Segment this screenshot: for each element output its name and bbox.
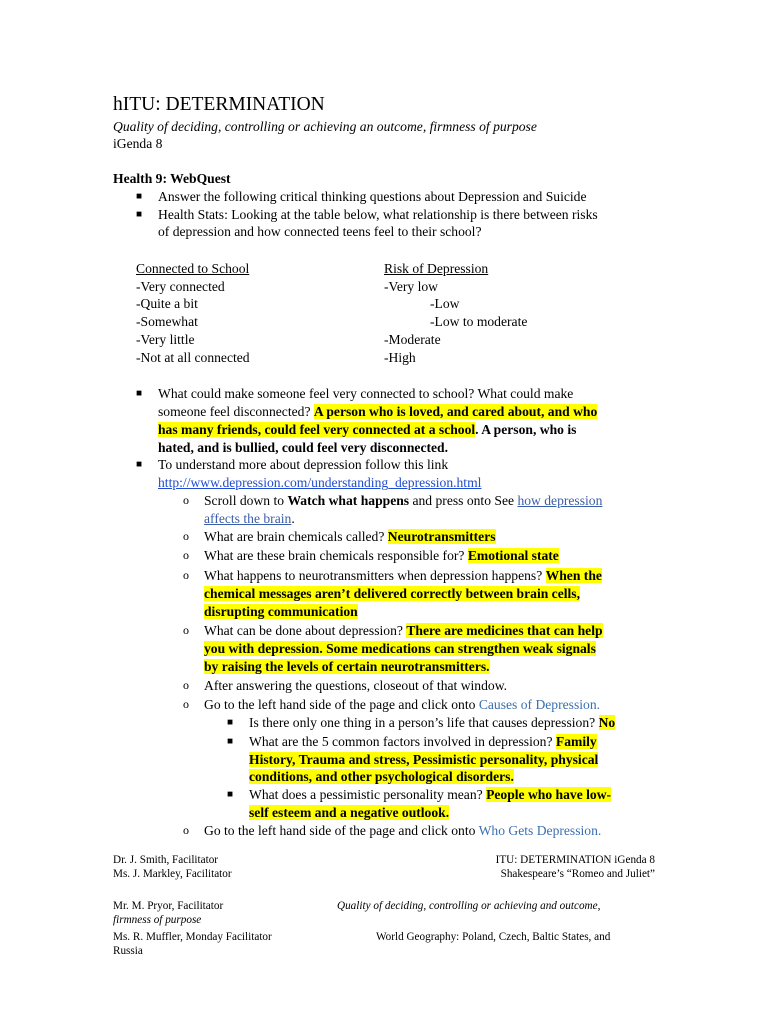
table-cell: -Quite a bit bbox=[136, 296, 198, 311]
answer-line bbox=[249, 768, 514, 786]
square-bullet-icon: ■ bbox=[227, 789, 234, 800]
answer-line bbox=[249, 751, 598, 769]
table-cell: -Very low bbox=[384, 279, 438, 294]
answer-highlight: has many friends, could feel very connected at a school bbox=[158, 422, 476, 437]
answer-line bbox=[249, 804, 449, 822]
footer-italic-text: Quality of deciding, controlling or achieving and outcome, bbox=[337, 900, 601, 912]
sub-item bbox=[204, 547, 559, 565]
question-line bbox=[158, 403, 597, 421]
sub-item-text: . bbox=[291, 511, 295, 526]
answer-highlight: Neurotransmitters bbox=[387, 529, 496, 544]
answer-highlight: No bbox=[598, 715, 616, 730]
table-cell: -Low bbox=[430, 296, 460, 311]
sub-item bbox=[204, 567, 602, 585]
agenda-label: iGenda 8 bbox=[113, 136, 163, 151]
answer-highlight: self esteem and a negative outlook. bbox=[249, 805, 450, 820]
table-header: Risk of Depression bbox=[384, 261, 489, 276]
sub-item bbox=[204, 822, 601, 840]
answer-highlight: chemical messages aren’t delivered correctly between brain cells, bbox=[204, 586, 580, 601]
sub-item-text: What happens to neurotransmitters when depression happens? bbox=[204, 568, 546, 583]
sub-item-text: What are the 5 common factors involved in depression? bbox=[249, 734, 556, 749]
answer-highlight: A person who is loved, and cared about, and who bbox=[313, 404, 598, 419]
sub-item bbox=[204, 622, 603, 640]
circle-bullet-icon: o bbox=[183, 529, 189, 543]
square-bullet-icon: ■ bbox=[136, 459, 143, 470]
circle-bullet-icon: o bbox=[183, 697, 189, 711]
bullet-text: Answer the following critical thinking questions about Depression and Suicide bbox=[158, 189, 587, 204]
sub-item bbox=[204, 696, 600, 714]
answer-highlight: History, Trauma and stress, Pessimistic personality, physical bbox=[249, 752, 599, 767]
table-cell: -Not at all connected bbox=[136, 350, 250, 365]
table-cell: -High bbox=[384, 350, 416, 365]
square-bullet-icon: ■ bbox=[227, 717, 234, 728]
footer-italic-text: firmness of purpose bbox=[113, 914, 202, 926]
circle-bullet-icon: o bbox=[183, 823, 189, 837]
answer-text: hated, and is bullied, could feel very disconnected. bbox=[158, 440, 449, 455]
table-cell: -Moderate bbox=[384, 332, 441, 347]
bullet-text: Health Stats: Looking at the table below, what relationship is there between risks bbox=[158, 207, 598, 222]
sub-item bbox=[204, 492, 602, 510]
page-subtitle: Quality of deciding, controlling or achieving an outcome, firmness of purpose bbox=[113, 119, 537, 134]
sub-item-text: After answering the questions, closeout of that window. bbox=[204, 678, 508, 693]
footer-unit-text: Shakespeare’s “Romeo and Juliet” bbox=[500, 868, 655, 880]
square-bullet-icon: ■ bbox=[227, 736, 234, 747]
footer-facilitator: Ms. R. Muffler, Monday Facilitator bbox=[113, 931, 272, 943]
sub-item-text: What are these brain chemicals responsible for? bbox=[204, 548, 468, 563]
answer-highlight: disrupting communication bbox=[204, 604, 358, 619]
answer-line bbox=[204, 603, 358, 621]
footer-text: Russia bbox=[113, 945, 143, 957]
answer-highlight: There are medicines that can help bbox=[406, 623, 603, 638]
causes-of-depression-link[interactable]: Causes of Depression. bbox=[478, 697, 601, 712]
answer-highlight: When the bbox=[545, 568, 602, 583]
footer-geography: World Geography: Poland, Czech, Baltic States, and bbox=[376, 931, 611, 943]
sub-sub-item bbox=[249, 714, 615, 732]
answer-line bbox=[204, 640, 596, 658]
sub-item-text: What are brain chemicals called? bbox=[204, 529, 388, 544]
footer-unit-title: ITU: DETERMINATION iGenda 8 bbox=[495, 854, 655, 866]
footer-facilitator: Ms. J. Markley, Facilitator bbox=[113, 868, 232, 880]
sub-sub-item bbox=[249, 786, 611, 804]
sub-item-text: What does a pessimistic personality mean? bbox=[249, 787, 487, 802]
square-bullet-icon: ■ bbox=[136, 209, 143, 220]
section-title: Health 9: WebQuest bbox=[113, 171, 231, 186]
brain-link[interactable]: affects the brain bbox=[204, 511, 292, 526]
brain-link[interactable]: how depression bbox=[517, 493, 603, 508]
bullet-text: of depression and how connected teens feel to their school? bbox=[158, 224, 482, 239]
question-text: What could make someone feel very connected to school? What could make bbox=[158, 386, 574, 401]
table-cell: -Somewhat bbox=[136, 314, 198, 329]
answer-line bbox=[158, 421, 576, 439]
answer-highlight: Emotional state bbox=[467, 548, 559, 563]
table-header: Connected to School bbox=[136, 261, 250, 276]
answer-highlight: conditions, and other psychological disorders. bbox=[249, 769, 514, 784]
square-bullet-icon: ■ bbox=[136, 191, 143, 202]
sub-item-text: Go to the left hand side of the page and click onto bbox=[204, 823, 479, 838]
table-cell: -Low to moderate bbox=[430, 314, 528, 329]
sub-item-text: Is there only one thing in a person’s life that causes depression? bbox=[249, 715, 599, 730]
question-text: someone feel disconnected? bbox=[158, 404, 314, 419]
circle-bullet-icon: o bbox=[183, 493, 189, 507]
circle-bullet-icon: o bbox=[183, 568, 189, 582]
sub-item-text: and press onto See bbox=[409, 493, 518, 508]
answer-line bbox=[204, 585, 580, 603]
sub-item-text: Go to the left hand side of the page and click onto bbox=[204, 697, 479, 712]
table-cell: -Very little bbox=[136, 332, 195, 347]
answer-highlight: you with depression. Some medications can strengthen weak signals bbox=[204, 641, 596, 656]
answer-highlight: Family bbox=[555, 734, 597, 749]
sub-item-text: Scroll down to bbox=[204, 493, 288, 508]
sub-sub-item bbox=[249, 733, 597, 751]
who-gets-depression-link[interactable]: Who Gets Depression. bbox=[478, 823, 602, 838]
page-title: hITU: DETERMINATION bbox=[113, 94, 325, 115]
answer-text: . A person, who is bbox=[475, 422, 577, 437]
answer-line bbox=[204, 658, 490, 676]
answer-highlight: by raising the levels of certain neurotransmitters. bbox=[204, 659, 490, 674]
depression-url-link[interactable]: http://www.depression.com/understanding_depression.html bbox=[158, 475, 482, 490]
sub-item bbox=[204, 528, 496, 546]
sub-item-bold: Watch what happens bbox=[287, 493, 410, 508]
footer-facilitator: Dr. J. Smith, Facilitator bbox=[113, 854, 219, 866]
footer-facilitator: Mr. M. Pryor, Facilitator bbox=[113, 900, 224, 912]
circle-bullet-icon: o bbox=[183, 623, 189, 637]
square-bullet-icon: ■ bbox=[136, 388, 143, 399]
bullet-text: To understand more about depression follow this link bbox=[158, 457, 449, 472]
circle-bullet-icon: o bbox=[183, 548, 189, 562]
sub-item-text: What can be done about depression? bbox=[204, 623, 407, 638]
sub-item bbox=[204, 510, 295, 528]
table-cell: -Very connected bbox=[136, 279, 225, 294]
answer-highlight: People who have low- bbox=[486, 787, 612, 802]
circle-bullet-icon: o bbox=[183, 678, 189, 692]
